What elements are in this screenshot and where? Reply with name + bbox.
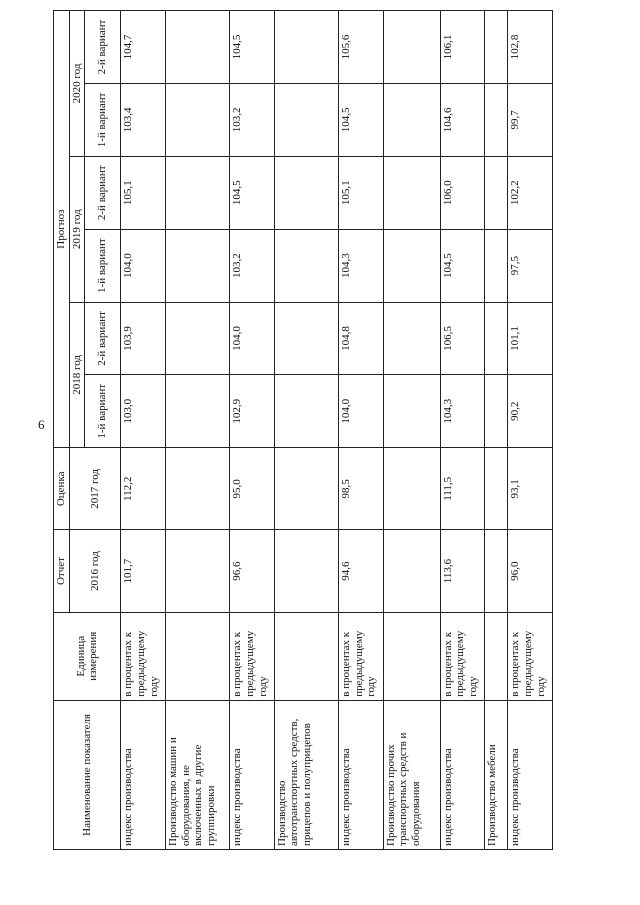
value-2019-v2: 102,2 bbox=[508, 156, 553, 229]
header-year-2019: 2019 год bbox=[69, 156, 85, 302]
row-section: Производство машин и оборудования, не включенных в другие группировки bbox=[165, 700, 229, 849]
row-name: индекс производства bbox=[339, 700, 384, 849]
value-2020-v1: 104,5 bbox=[339, 83, 384, 156]
value-2020-v2: 106,1 bbox=[440, 11, 485, 84]
row-section: Производство прочих транспортных средств и оборудования bbox=[383, 700, 440, 849]
value-2020-v2: 104,5 bbox=[230, 11, 275, 84]
value-2017: 93,1 bbox=[508, 448, 553, 530]
value-2019-v2: 104,5 bbox=[230, 156, 275, 229]
header-indicator: Наименование показателя bbox=[54, 700, 121, 849]
value-2016: 113,6 bbox=[440, 530, 485, 612]
header-year-2020: 2020 год bbox=[69, 11, 85, 157]
value-2018-v1: 103,0 bbox=[121, 375, 166, 448]
header-variant-1: 1-й вариант bbox=[85, 375, 121, 448]
rotated-table-wrapper bbox=[53, 10, 553, 850]
value-2020-v1: 104,6 bbox=[440, 83, 485, 156]
row-unit: в процентах к предыдущему году bbox=[440, 612, 485, 700]
table-row bbox=[508, 11, 553, 850]
value-2020-v1: 103,4 bbox=[121, 83, 166, 156]
value-2020-v2: 105,6 bbox=[339, 11, 384, 84]
value-2019-v2: 105,1 bbox=[339, 156, 384, 229]
header-forecast: Прогноз bbox=[54, 11, 70, 448]
header-year-2016: 2016 год bbox=[69, 530, 121, 612]
value-2019-v1: 104,0 bbox=[121, 229, 166, 302]
row-section: Производство автотранспортных средств, прицепов и полуприцепов bbox=[274, 700, 338, 849]
value-2018-v1: 104,3 bbox=[440, 375, 485, 448]
value-2018-v2: 104,0 bbox=[230, 302, 275, 375]
value-2017: 95,0 bbox=[230, 448, 275, 530]
row-unit: в процентах к предыдущему году bbox=[121, 612, 166, 700]
row-name: индекс производства bbox=[508, 700, 553, 849]
table-row bbox=[383, 11, 440, 850]
table-row bbox=[230, 11, 275, 850]
row-unit: в процентах к предыдущему году bbox=[230, 612, 275, 700]
header-report: Отчет bbox=[54, 530, 70, 612]
value-2018-v2: 106,5 bbox=[440, 302, 485, 375]
page-number: 6 bbox=[38, 417, 45, 432]
table-row bbox=[274, 11, 338, 850]
value-2020-v2: 102,8 bbox=[508, 11, 553, 84]
value-2019-v2: 105,1 bbox=[121, 156, 166, 229]
row-name: индекс производства bbox=[440, 700, 485, 849]
row-unit: в процентах к предыдущему году bbox=[339, 612, 384, 700]
header-unit: Единица измерения bbox=[54, 612, 121, 700]
header-year-2017: 2017 год bbox=[69, 448, 121, 530]
row-name: индекс производства bbox=[121, 700, 166, 849]
header-year-2018: 2018 год bbox=[69, 302, 85, 448]
table-row bbox=[485, 11, 508, 850]
row-unit: в процентах к предыдущему году bbox=[508, 612, 553, 700]
header-variant-2: 2-й вариант bbox=[85, 11, 121, 84]
value-2018-v2: 103,9 bbox=[121, 302, 166, 375]
header-variant-1: 1-й вариант bbox=[85, 229, 121, 302]
value-2018-v1: 102,9 bbox=[230, 375, 275, 448]
value-2016: 101,7 bbox=[121, 530, 166, 612]
value-2017: 111,5 bbox=[440, 448, 485, 530]
value-2018-v2: 101,1 bbox=[508, 302, 553, 375]
value-2019-v1: 97,5 bbox=[508, 229, 553, 302]
table-row bbox=[165, 11, 229, 850]
forecast-table bbox=[53, 10, 553, 850]
value-2020-v1: 99,7 bbox=[508, 83, 553, 156]
table-row bbox=[121, 11, 166, 850]
value-2020-v1: 103,2 bbox=[230, 83, 275, 156]
header-variant-2: 2-й вариант bbox=[85, 302, 121, 375]
value-2019-v1: 103,2 bbox=[230, 229, 275, 302]
row-name: индекс производства bbox=[230, 700, 275, 849]
header-estimate: Оценка bbox=[54, 448, 70, 530]
value-2020-v2: 104,7 bbox=[121, 11, 166, 84]
value-2017: 98,5 bbox=[339, 448, 384, 530]
row-section: Производство мебели bbox=[485, 700, 508, 849]
value-2016: 96,0 bbox=[508, 530, 553, 612]
value-2017: 112,2 bbox=[121, 448, 166, 530]
value-2019-v2: 106,0 bbox=[440, 156, 485, 229]
value-2019-v1: 104,3 bbox=[339, 229, 384, 302]
value-2016: 96,6 bbox=[230, 530, 275, 612]
header-variant-2: 2-й вариант bbox=[85, 156, 121, 229]
table-row bbox=[440, 11, 485, 850]
value-2019-v1: 104,5 bbox=[440, 229, 485, 302]
value-2018-v1: 90,2 bbox=[508, 375, 553, 448]
value-2016: 94,6 bbox=[339, 530, 384, 612]
table-row bbox=[339, 11, 384, 850]
value-2018-v1: 104,0 bbox=[339, 375, 384, 448]
value-2018-v2: 104,8 bbox=[339, 302, 384, 375]
header-variant-1: 1-й вариант bbox=[85, 83, 121, 156]
